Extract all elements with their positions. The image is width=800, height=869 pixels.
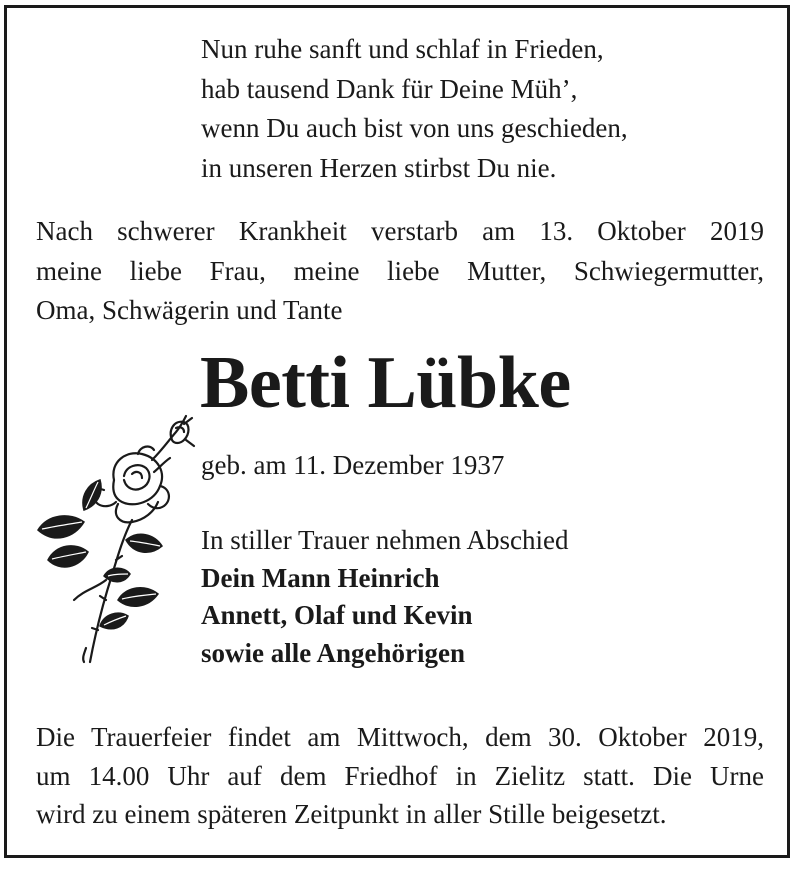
memorial-verse (201, 30, 628, 188)
funeral-line: wird zu einem späteren Zeitpunkt in aller Stille beigesetzt. (36, 799, 667, 829)
verse-line: hab tausend Dank für Deine Müh’, (201, 73, 578, 104)
funeral-line: Die Trauerfeier findet am Mittwoch, dem 30. Oktober 2019, (36, 722, 764, 752)
mourners-block (201, 522, 568, 672)
verse-line: in unseren Herzen stirbst Du nie. (201, 152, 557, 183)
rose-icon (34, 410, 199, 665)
mourning-intro: In stiller Trauer nehmen Abschied (201, 525, 569, 555)
announcement-line: Nach schwerer Krankheit verstarb am 13. Oktober 2019 (36, 216, 764, 246)
mourner-line: Annett, Olaf und Kevin (201, 600, 473, 630)
mourner-line: Dein Mann Heinrich (201, 562, 440, 593)
funeral-line: um 14.00 Uhr auf dem Friedhof in Zielitz statt. Die Urne (36, 760, 764, 791)
announcement-line: Oma, Schwägerin und Tante (36, 295, 343, 325)
verse-line: wenn Du auch bist von uns geschieden, (201, 113, 628, 143)
announcement-line: meine liebe Frau, meine liebe Mutter, Schwiegermutter, (36, 255, 764, 286)
birth-date: geb. am 11. Dezember 1937 (201, 450, 505, 480)
verse-line: Nun ruhe sanft und schlaf in Frieden, (201, 34, 604, 64)
deceased-name: Betti Lübke (200, 342, 571, 424)
mourner-line: sowie alle Angehörigen (201, 637, 465, 668)
death-announcement (36, 212, 764, 331)
funeral-notice (36, 718, 764, 834)
